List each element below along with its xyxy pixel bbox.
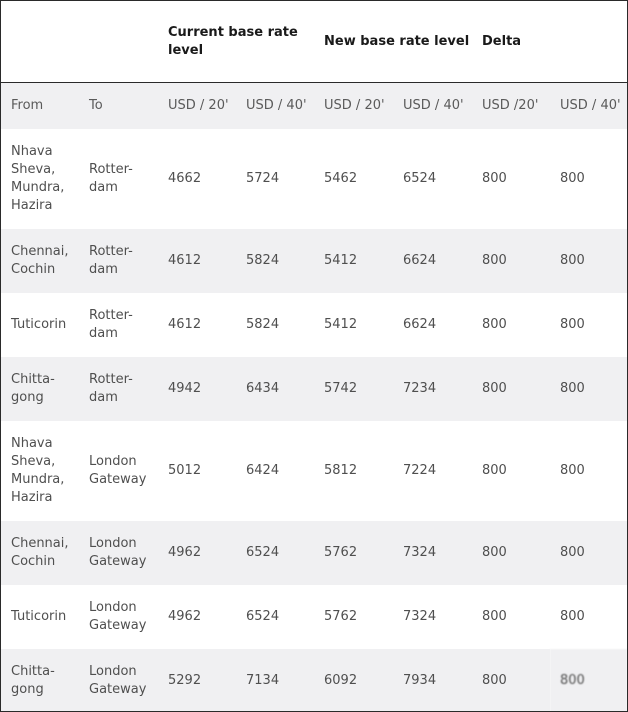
cell-new-20: 5762 [324, 609, 358, 624]
cell-current-20: 4612 [168, 317, 202, 332]
unit-header-delta-20: USD /20' [472, 83, 550, 130]
cell-current-40: 6524 [246, 609, 280, 624]
cell-new-40: 7324 [403, 609, 437, 624]
cell-current-20: 4662 [168, 171, 202, 186]
cell-delta-40: 800 [560, 463, 585, 478]
unit-header-row [1, 83, 627, 130]
cell-current-40: 6434 [236, 357, 314, 421]
cell-from: Tuticorin [11, 317, 67, 332]
cell-current-20: 4942 [158, 357, 236, 421]
table-row [1, 585, 627, 649]
cell-to: London Gateway [89, 600, 147, 633]
cell-current-20: 4962 [158, 521, 236, 585]
cell-new-40: 7934 [393, 649, 472, 712]
unit-header-to: To [79, 83, 158, 130]
header-delta: Delta [472, 1, 627, 83]
table-row [1, 357, 627, 421]
cell-delta-40: 800 [550, 649, 627, 712]
cell-new-20: 5412 [324, 317, 358, 332]
table-row [1, 229, 627, 293]
cell-from: Chennai, Cochin [1, 521, 79, 585]
cell-current-20: 4612 [158, 229, 236, 293]
cell-delta-20: 800 [472, 649, 550, 712]
cell-to: Rotter- dam [89, 162, 133, 195]
unit-header-from: From [1, 83, 79, 130]
table-row [1, 521, 627, 585]
rate-table [1, 1, 627, 712]
cell-to: London Gateway [79, 521, 158, 585]
cell-new-40: 6524 [403, 171, 437, 186]
cell-delta-20: 800 [472, 357, 550, 421]
cell-new-40: 7234 [393, 357, 472, 421]
unit-header-current-40: USD / 40' [236, 83, 314, 130]
cell-delta-40: 800 [550, 229, 627, 293]
cell-current-40: 5824 [236, 229, 314, 293]
table-row [1, 649, 627, 712]
cell-from: Chitta- gong [1, 357, 79, 421]
cell-delta-20: 800 [482, 609, 507, 624]
header-empty-from [1, 1, 79, 83]
cell-current-40: 6524 [236, 521, 314, 585]
cell-delta-20: 800 [472, 229, 550, 293]
cell-from: Chitta- gong [1, 649, 79, 712]
cell-new-20: 5412 [314, 229, 393, 293]
unit-header-delta-40: USD / 40' [550, 83, 627, 130]
cell-new-20: 5742 [314, 357, 393, 421]
header-new-base-rate: New base rate level [314, 1, 472, 83]
cell-delta-40: 800 [550, 521, 627, 585]
cell-current-20: 4962 [168, 609, 202, 624]
header-current-base-rate: Current base rate level [158, 1, 314, 83]
cell-current-40: 5824 [246, 317, 280, 332]
cell-delta-40: 800 [550, 357, 627, 421]
cell-from: Chennai, Cochin [1, 229, 79, 293]
cell-current-40: 6424 [246, 463, 280, 478]
cell-new-20: 6092 [314, 649, 393, 712]
cell-to: Rotter- dam [79, 229, 158, 293]
cell-delta-20: 800 [482, 171, 507, 186]
table-row [1, 129, 627, 229]
unit-header-new-20: USD / 20' [314, 83, 393, 130]
cell-delta-20: 800 [482, 463, 507, 478]
cell-from: Nhava Sheva, Mundra, Hazira [11, 436, 65, 505]
cell-to: London Gateway [89, 454, 147, 487]
cell-delta-40: 800 [560, 317, 585, 332]
table-row [1, 293, 627, 357]
table-row [1, 421, 627, 521]
cell-delta-40: 800 [560, 609, 585, 624]
header-empty-to [79, 1, 158, 83]
cell-new-40: 6624 [403, 317, 437, 332]
cell-delta-20: 800 [482, 317, 507, 332]
group-header-row [1, 1, 627, 83]
cell-current-20: 5012 [168, 463, 202, 478]
cell-from: Tuticorin [11, 609, 67, 624]
cell-new-20: 5812 [324, 463, 358, 478]
cell-delta-20: 800 [472, 521, 550, 585]
cell-to: Rotter- dam [89, 308, 133, 341]
cell-current-40: 7134 [236, 649, 314, 712]
cell-from: Nhava Sheva, Mundra, Hazira [11, 144, 65, 213]
cell-to: Rotter- dam [79, 357, 158, 421]
cell-current-20: 5292 [158, 649, 236, 712]
unit-header-current-20: USD / 20' [158, 83, 236, 130]
cell-to: London Gateway [79, 649, 158, 712]
cell-new-20: 5462 [324, 171, 358, 186]
cell-new-40: 6624 [393, 229, 472, 293]
cell-new-20: 5762 [314, 521, 393, 585]
cell-new-40: 7324 [393, 521, 472, 585]
cell-delta-40: 800 [560, 171, 585, 186]
cell-current-40: 5724 [246, 171, 280, 186]
unit-header-new-40: USD / 40' [393, 83, 472, 130]
cell-new-40: 7224 [403, 463, 437, 478]
